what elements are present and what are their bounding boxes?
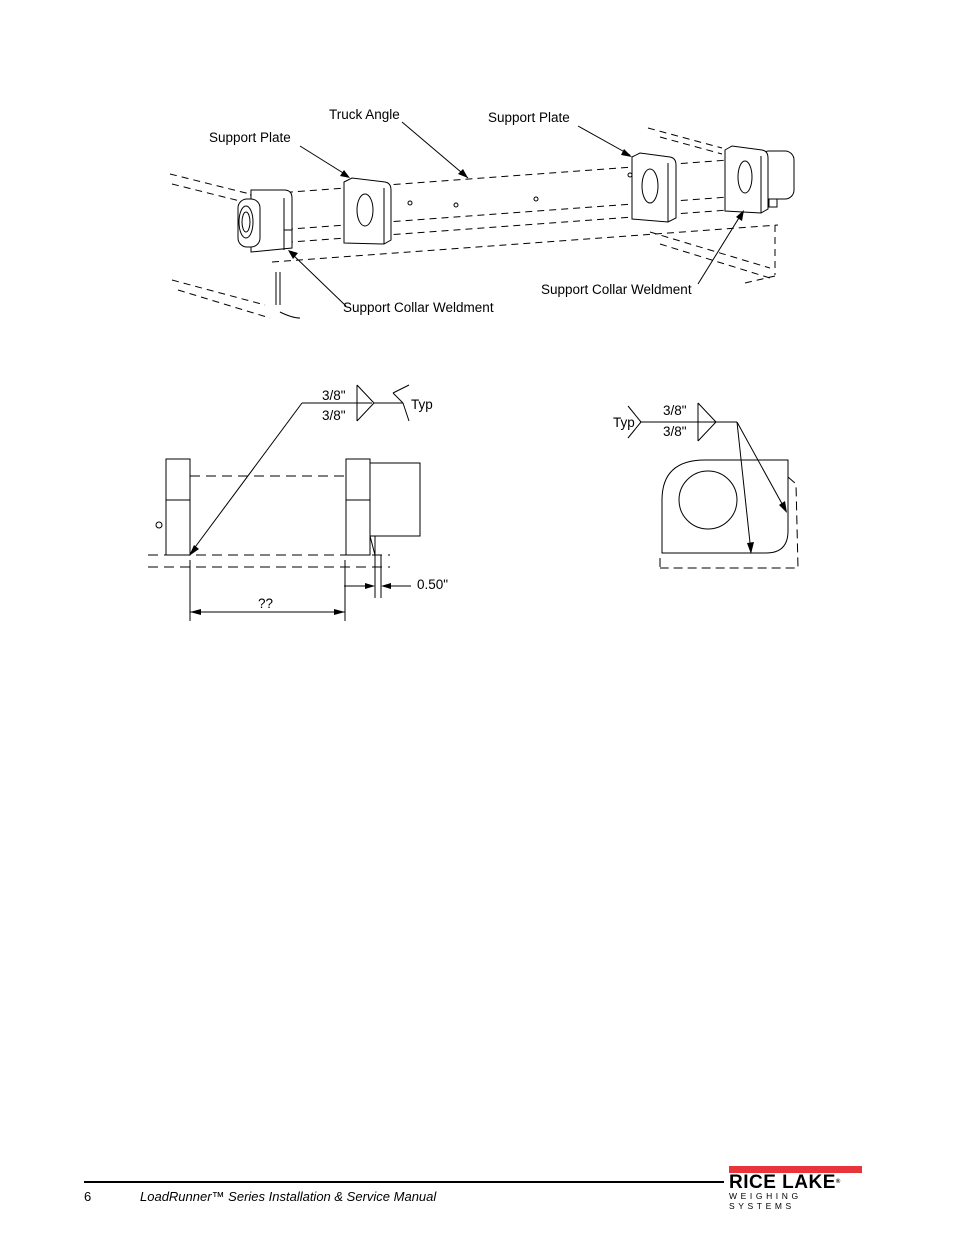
truck-angle-label: Truck Angle	[329, 107, 400, 122]
weld-size-top-left: 3/8"	[322, 388, 346, 403]
weld-symbol-right	[628, 403, 786, 552]
left-plate-side-view	[156, 459, 190, 555]
support-plate-label-right: Support Plate	[488, 110, 570, 125]
logo-registered-mark: ®	[835, 1179, 841, 1185]
dim-arrow-b	[334, 609, 345, 615]
dimension-label-spacing: ??	[258, 596, 274, 611]
rice-lake-logo	[729, 1166, 867, 1211]
support-collar-weldment-label-left: Support Collar Weldment	[343, 300, 494, 315]
logo-subtitle: WEIGHING SYSTEMS	[729, 1191, 802, 1211]
weld-typ-left: Typ	[411, 397, 433, 412]
weld-typ-right: Typ	[613, 415, 635, 430]
weld-size-bottom-right: 3/8"	[663, 424, 687, 439]
support-collar-weldment-label-right: Support Collar Weldment	[541, 282, 692, 297]
support-plate-front-view	[662, 460, 788, 553]
logo-name: RICE LAKE	[729, 1172, 836, 1193]
dim-arrow-a	[190, 609, 201, 615]
weld-leader-arrow-right-b	[779, 501, 787, 513]
axle-hidden-lines	[148, 476, 390, 567]
weld-symbol-left	[190, 385, 409, 554]
dimension-label-050: 0.50"	[417, 577, 449, 592]
weld-size-bottom-left: 3/8"	[322, 408, 346, 423]
dim-arrow-right-050	[381, 583, 391, 589]
weld-size-top-right: 3/8"	[663, 403, 687, 418]
dimension-spacing	[190, 560, 345, 621]
dim-arrow-left-050	[365, 583, 375, 589]
footer-rule	[84, 1181, 724, 1183]
right-plate-side-view	[346, 459, 420, 598]
manual-title: LoadRunner™ Series Installation & Service Manual	[140, 1189, 437, 1204]
weld-leader-arrow-right-a	[747, 542, 754, 554]
page-number: 6	[84, 1189, 92, 1204]
support-plate-label-left: Support Plate	[209, 130, 291, 145]
